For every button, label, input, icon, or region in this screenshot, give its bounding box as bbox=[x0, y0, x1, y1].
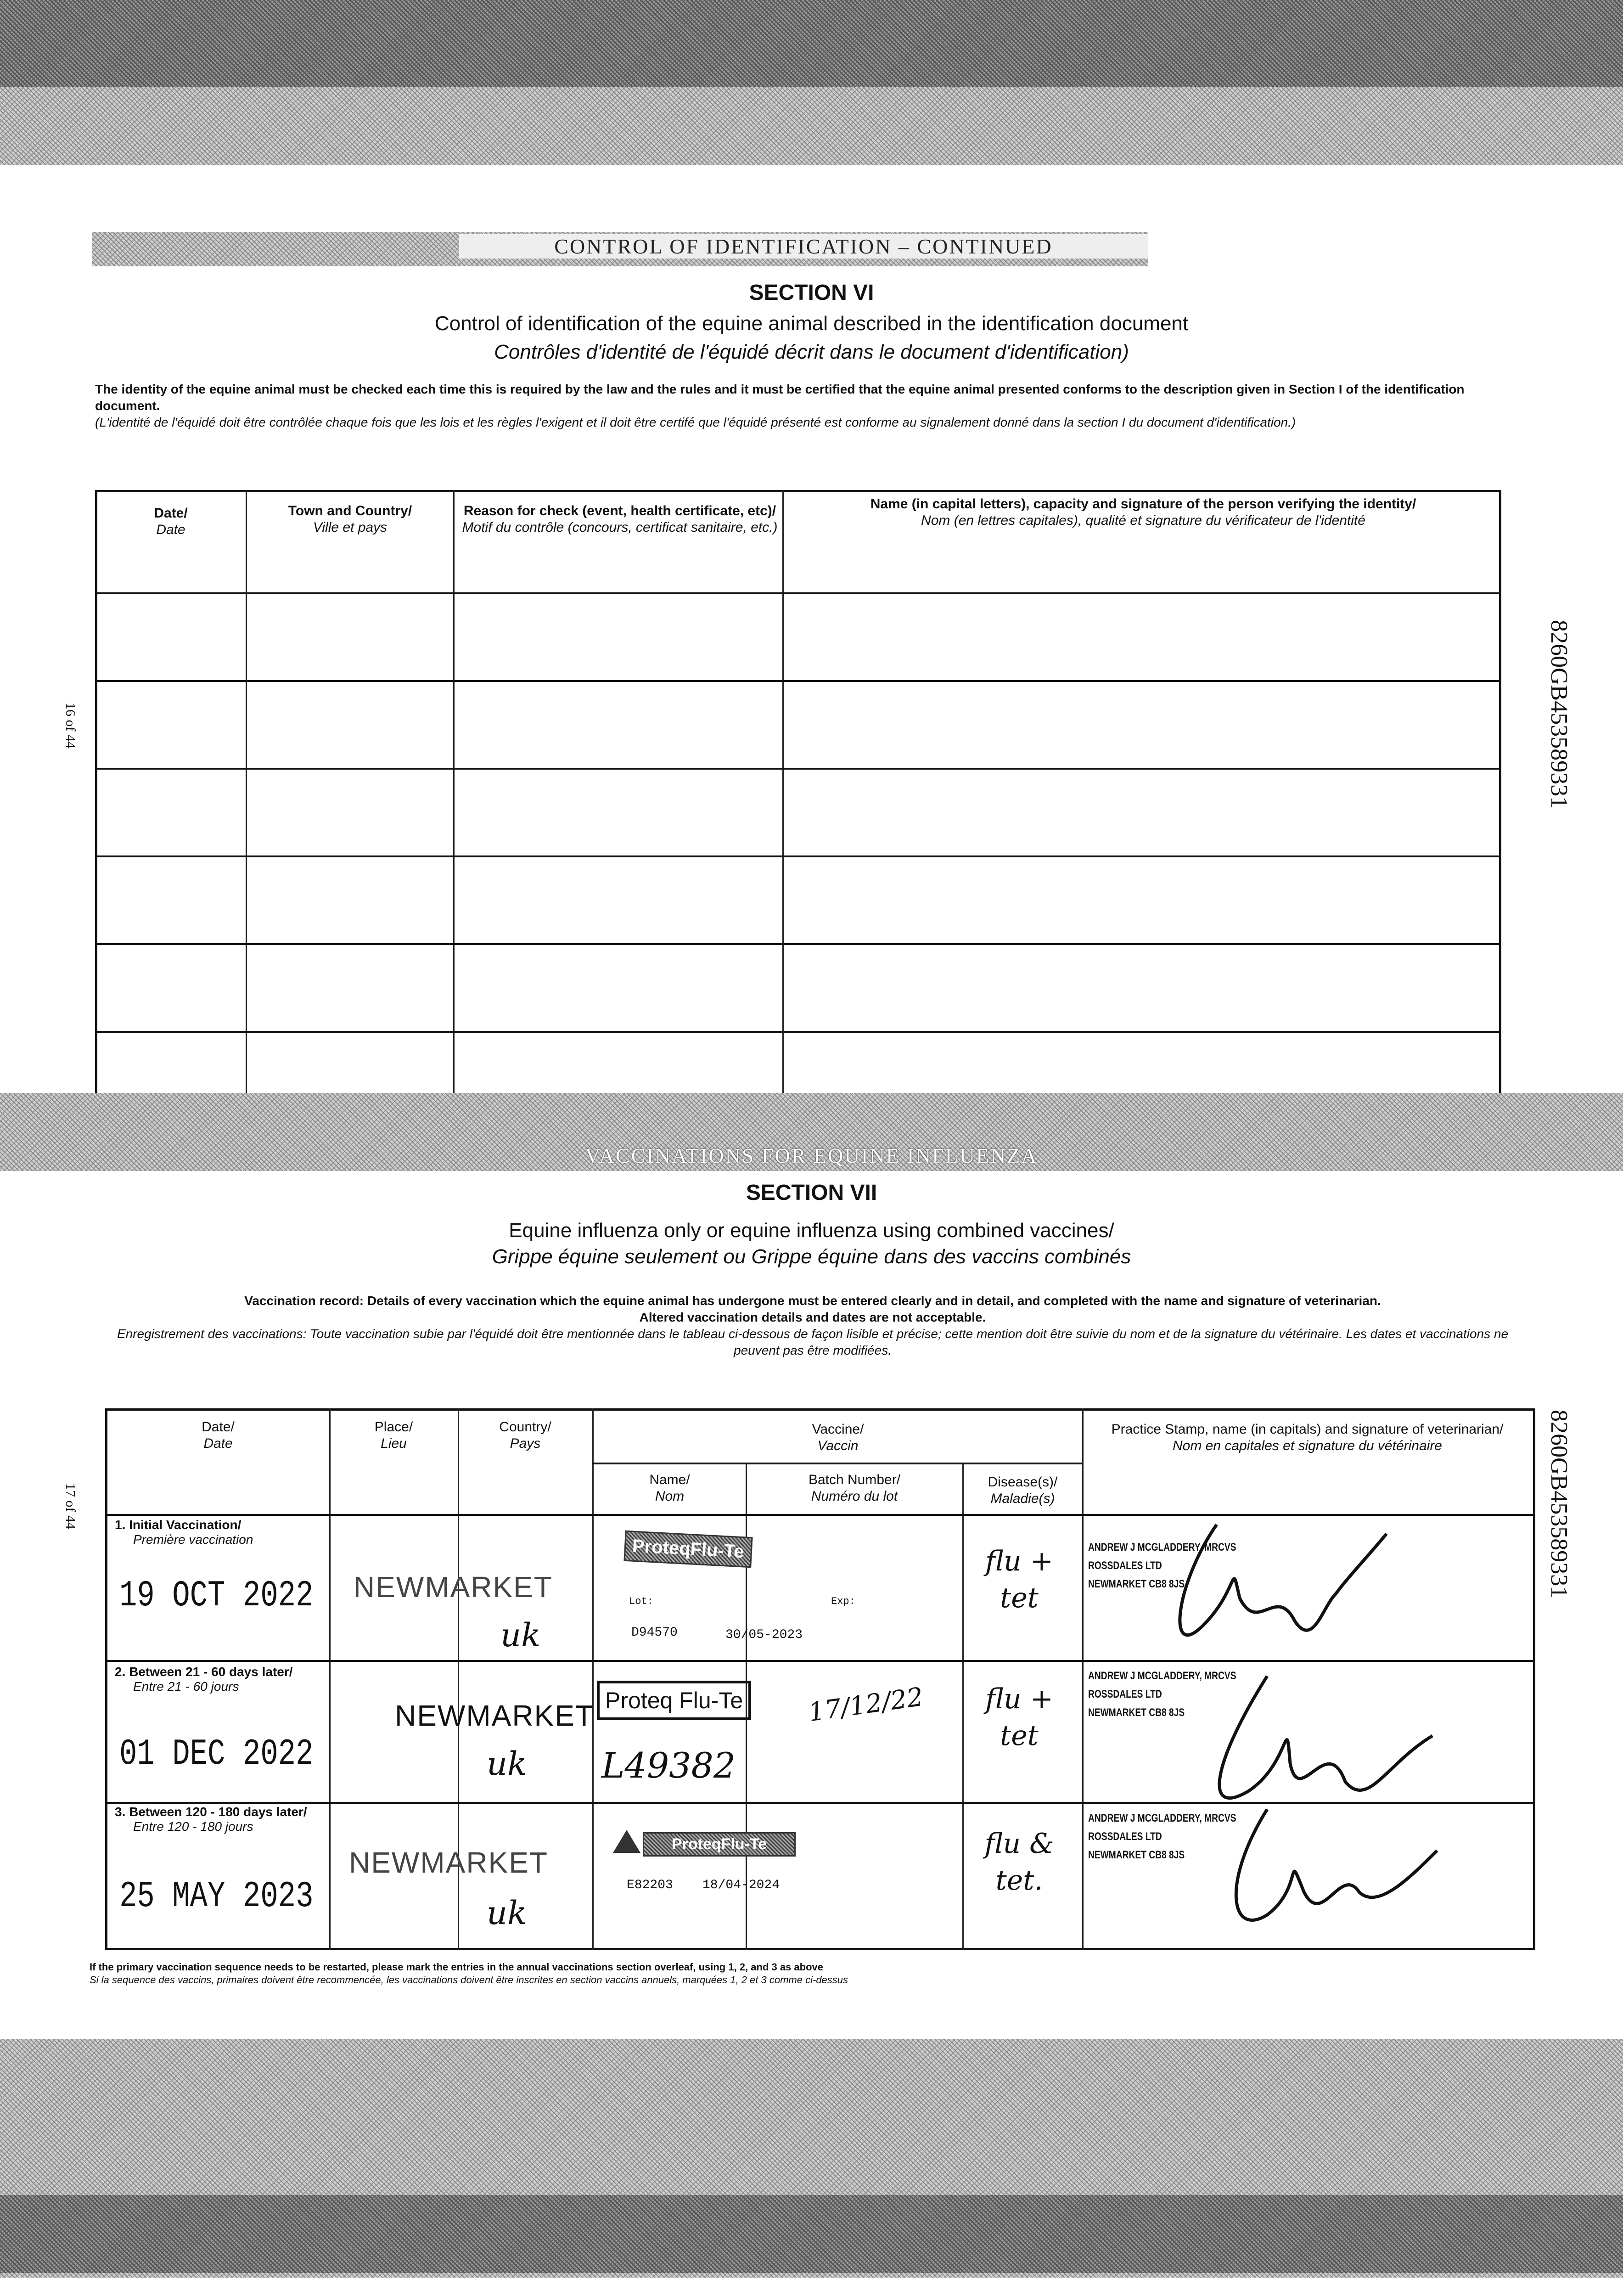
section7-band-title: VACCINATIONS FOR EQUINE INFLUENZA bbox=[585, 1144, 1038, 1167]
col-divider bbox=[246, 490, 247, 1105]
header-date: Date/ Date bbox=[202, 1419, 235, 1451]
vet-stamp: ANDREW J MCGLADDERY, MRCVS ROSSDALES LTD NEWMARKET CB8 8JS bbox=[1088, 1541, 1236, 1590]
header-vaccine-name: Name/ Nom bbox=[649, 1472, 690, 1504]
vaccine-stamp: Proteq Flu-Te bbox=[597, 1681, 751, 1720]
header-country: Country/ Pays bbox=[499, 1419, 551, 1451]
vaccination-country: uk bbox=[487, 1745, 527, 1783]
document-id-bottom: 8260GB453589331 bbox=[1546, 1410, 1572, 1598]
scan-edge-top bbox=[0, 0, 1623, 87]
section6-instructions-fr: (L'identité de l'équidé doit être contrôlée chaque fois que les lois et les règles l'exigent et il doit être certifé que l'équidé présenté est conforme au signalement donné dans la section I du document d'identification.) bbox=[95, 415, 1296, 429]
scan-edge-bottom-dark bbox=[0, 2195, 1623, 2273]
section6-subtitle-fr: Contrôles d'identité de l'équidé décrit dans le document d'identification) bbox=[494, 341, 1129, 363]
col-divider bbox=[1082, 1408, 1084, 1950]
document-id-top: 8260GB453589331 bbox=[1546, 620, 1572, 809]
footer-note-en: If the primary vaccination sequence needs to be restarted, please mark the entries in the annual vaccinations section overleaf, using 1, 2, and 3 as above bbox=[90, 1961, 824, 1973]
row-divider bbox=[592, 1463, 1082, 1464]
vaccination-date: 25 MAY 2023 bbox=[119, 1876, 314, 1918]
expiry-date: 18/04-2024 bbox=[702, 1878, 780, 1892]
row-divider bbox=[95, 680, 1501, 682]
row-label: 3. Between 120 - 180 days later/ Entre 120 - 180 jours bbox=[115, 1805, 307, 1834]
vaccination-country: uk bbox=[487, 1894, 527, 1932]
header-vet: Practice Stamp, name (in capitals) and signature of veterinarian/ Nom en capitales et signature du vétérinaire bbox=[1111, 1422, 1504, 1453]
section7-instructions-en: Vaccination record: Details of every vaccination which the equine animal has undergone must be entered clearly and in detail, and completed with the name and signature of veterinarian. bbox=[244, 1294, 1381, 1308]
vaccination-date: 19 OCT 2022 bbox=[119, 1576, 314, 1617]
footer-note-fr: Si la sequence des vaccins, primaires doivent être recommencée, les vaccinations doivent être inscrites en section vaccins annuels, marquées 1, 2 et 3 comme ci-dessus bbox=[90, 1974, 848, 1986]
scan-edge-top-light bbox=[0, 87, 1623, 165]
batch-number: E82203 bbox=[627, 1878, 673, 1892]
row-label: 1. Initial Vaccination/ Première vaccination bbox=[115, 1518, 253, 1547]
section7-instructions-en-2: Altered vaccination details and dates are not acceptable. bbox=[639, 1310, 986, 1324]
col-divider bbox=[329, 1408, 331, 1950]
vaccination-place: NEWMARKET bbox=[354, 1570, 553, 1604]
row-divider bbox=[95, 592, 1501, 594]
col-divider bbox=[962, 1463, 964, 1950]
section7-instructions-fr: Enregistrement des vaccinations: Toute vaccination subie par l'équidé doit être mentionnée dans le tableau ci-dessous de façon lisible et précise; cette mention doit être suivie du nom et de la signature du vétérinaire. Les dates et vaccinations ne peuvent pas être modifiées. bbox=[117, 1327, 1509, 1357]
header-verifier: Name (in capital letters), capacity and signature of the person verifying the identity/ Nom (en lettres capitales), qualité et signature du vérificateur de l'identité bbox=[870, 496, 1416, 528]
disease: flu + tet bbox=[985, 1545, 1053, 1614]
identity-check-table bbox=[95, 490, 1501, 1105]
section6-title: SECTION VI bbox=[749, 281, 874, 305]
row-divider bbox=[95, 855, 1501, 857]
vaccination-date: 01 DEC 2022 bbox=[119, 1734, 314, 1775]
col-divider bbox=[453, 490, 455, 1105]
section7-instructions bbox=[110, 1293, 1515, 1359]
section7-title: SECTION VII bbox=[746, 1181, 877, 1205]
handwritten-date: 17/12/22 bbox=[806, 1682, 925, 1728]
vaccination-place: NEWMARKET bbox=[395, 1699, 594, 1732]
header-vaccine: Vaccine/ Vaccin bbox=[812, 1422, 864, 1453]
header-date: Date/ Date bbox=[154, 506, 188, 537]
header-place: Place/ Lieu bbox=[374, 1419, 413, 1451]
section6-subtitle-en: Control of identification of the equine animal described in the identification document bbox=[434, 312, 1189, 335]
header-reason: Reason for check (event, health certificate, etc)/ Motif du contrôle (concours, certificat sanitaire, etc.) bbox=[462, 503, 778, 535]
section6-instructions-en: The identity of the equine animal must be checked each time this is required by the law and the rules and it must be certified that the equine animal presented conforms to the description given in Section I of the identification document. bbox=[95, 382, 1465, 413]
vet-signature bbox=[1148, 1515, 1423, 1662]
section7-subtitle-fr: Grippe équine seulement ou Grippe équine dans des vaccins combinés bbox=[492, 1245, 1131, 1268]
vet-signature bbox=[1194, 1671, 1451, 1818]
vaccine-label: ProteqFlu-Te bbox=[643, 1832, 796, 1857]
section6-band-title: CONTROL OF IDENTIFICATION – CONTINUED bbox=[459, 234, 1148, 259]
col-divider bbox=[592, 1408, 594, 1950]
vaccination-place: NEWMARKET bbox=[349, 1846, 548, 1879]
vaccination-country: uk bbox=[500, 1616, 541, 1654]
vet-signature bbox=[1203, 1800, 1460, 1947]
header-batch: Batch Number/ Numéro du lot bbox=[808, 1472, 901, 1504]
batch-number: L49382 bbox=[601, 1745, 736, 1786]
page-number-top: 16 of 44 bbox=[63, 703, 78, 748]
disease: flu & tet. bbox=[984, 1828, 1054, 1896]
footer-note bbox=[90, 1961, 1191, 1986]
vaccine-label: ProteqFlu-Te bbox=[623, 1531, 753, 1568]
row-divider bbox=[95, 1031, 1501, 1033]
row-label: 2. Between 21 - 60 days later/ Entre 21 - 60 jours bbox=[115, 1665, 293, 1694]
lot-label: Lot: bbox=[629, 1596, 653, 1607]
batch-number: D94570 bbox=[631, 1626, 678, 1640]
page-number-bottom: 17 of 44 bbox=[63, 1483, 78, 1529]
vet-stamp: ANDREW J MCGLADDERY, MRCVS ROSSDALES LTD NEWMARKET CB8 8JS bbox=[1088, 1670, 1236, 1719]
col-divider bbox=[782, 490, 784, 1105]
vaccine-logo-icon bbox=[613, 1830, 640, 1853]
section6-instructions bbox=[95, 381, 1482, 431]
header-town-country: Town and Country/ Ville et pays bbox=[288, 503, 412, 535]
section7-subtitle-en: Equine influenza only or equine influenza using combined vaccines/ bbox=[509, 1219, 1114, 1242]
vet-stamp: ANDREW J MCGLADDERY, MRCVS ROSSDALES LTD NEWMARKET CB8 8JS bbox=[1088, 1812, 1236, 1861]
row-divider bbox=[95, 943, 1501, 945]
row-divider bbox=[95, 768, 1501, 770]
header-disease: Disease(s)/ Maladie(s) bbox=[988, 1474, 1058, 1506]
exp-label: Exp: bbox=[831, 1596, 855, 1607]
disease: flu + tet bbox=[985, 1683, 1053, 1752]
expiry-date: 30/05-2023 bbox=[725, 1628, 803, 1642]
